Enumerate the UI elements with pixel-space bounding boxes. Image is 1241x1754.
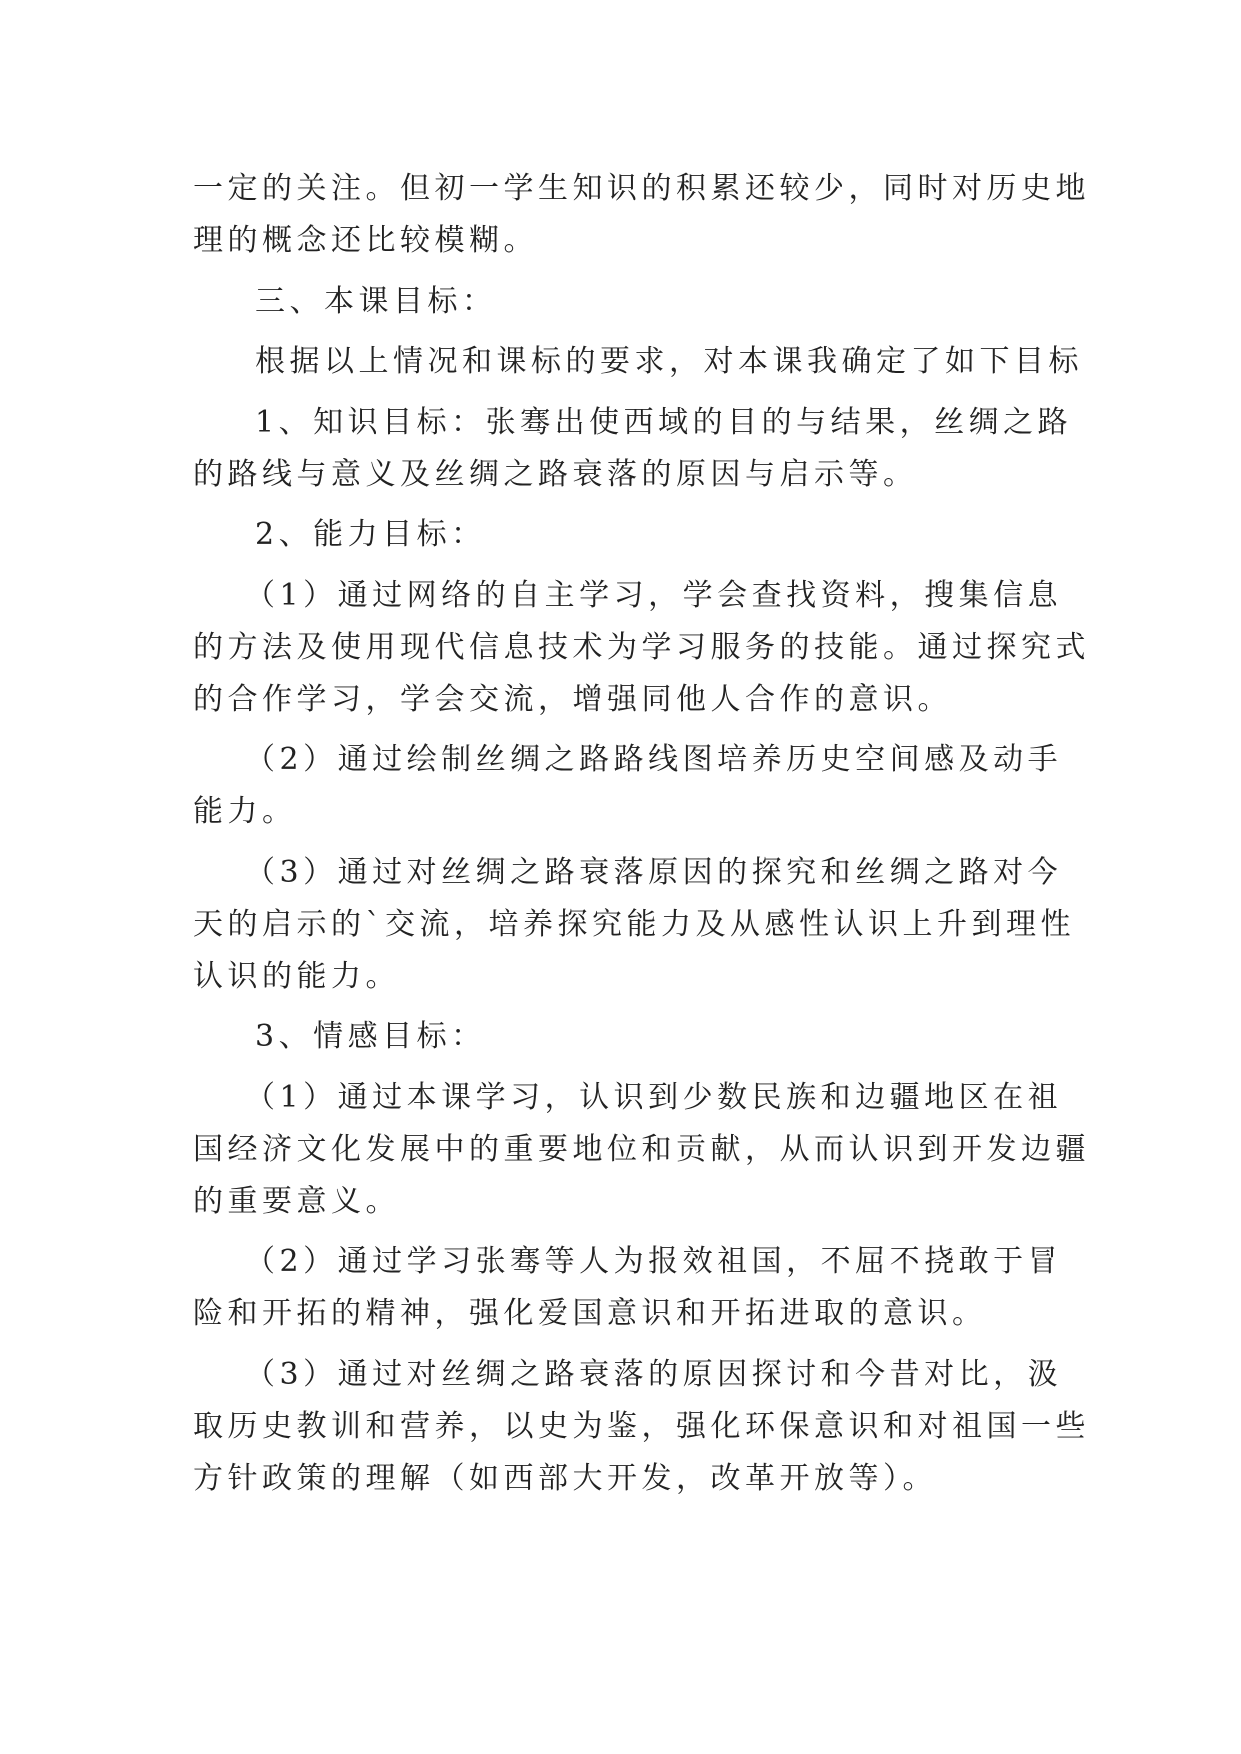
paragraph-emotion-goal-1 <box>193 1072 1090 1228</box>
paragraph-goal-intro <box>193 336 1083 388</box>
text-line: 一定的关注。但初一学生知识的积累还较少，同时对历史地 <box>193 171 1090 206</box>
paragraph-intro-continuation <box>193 163 1090 267</box>
text-line: （1）通过本课学习，认识到少数民族和边疆地区在祖 <box>245 1079 1063 1115</box>
text-line: 的方法及使用现代信息技术为学习服务的技能。通过探究式 <box>193 629 1090 665</box>
text-line: 方针政策的理解（如西部大开发，改革开放等）。 <box>193 1460 937 1496</box>
text-line: （3）通过对丝绸之路衰落原因的探究和丝绸之路对今 <box>245 854 1063 890</box>
text-line: 3、情感目标： <box>255 1019 486 1054</box>
subheading-ability-goal <box>193 509 1053 561</box>
text-line: 理的概念还比较模糊。 <box>193 223 538 258</box>
paragraph-ability-goal-2 <box>193 734 1063 838</box>
paragraph-emotion-goal-2 <box>193 1236 1063 1340</box>
text-line: 天的启示的`交流，培养探究能力及从感性认识上升到理性 <box>193 906 1075 942</box>
text-line: 取历史教训和营养，以史为鉴，强化环保意识和对祖国一些 <box>193 1408 1090 1444</box>
document-body <box>193 163 1090 1513</box>
text-line: 的路线与意义及丝绸之路衰落的原因与启示等。 <box>193 456 918 492</box>
paragraph-knowledge-goal <box>193 397 1073 501</box>
text-line: （2）通过绘制丝绸之路路线图培养历史空间感及动手 <box>245 742 1063 777</box>
text-line: 能力。 <box>193 794 297 829</box>
text-line: （2）通过学习张骞等人为报效祖国，不屈不挠敢于冒 <box>245 1244 1063 1279</box>
text-line: 的合作学习，学会交流，增强同他人合作的意识。 <box>193 681 952 717</box>
section-heading-lesson-goals <box>193 276 1053 328</box>
subheading-emotion-goal <box>193 1011 1053 1063</box>
paragraph-ability-goal-1 <box>193 570 1090 726</box>
paragraph-emotion-goal-3 <box>193 1349 1090 1505</box>
text-line: 国经济文化发展中的重要地位和贡献，从而认识到开发边疆 <box>193 1131 1090 1167</box>
text-line: （3）通过对丝绸之路衰落的原因探讨和今昔对比，汲 <box>245 1356 1063 1392</box>
text-line: 的重要意义。 <box>193 1183 400 1219</box>
text-line: 认识的能力。 <box>193 958 400 994</box>
text-line: （1）通过网络的自主学习，学会查找资料，搜集信息 <box>245 577 1063 613</box>
text-line: 险和开拓的精神，强化爱国意识和开拓进取的意识。 <box>193 1296 987 1331</box>
text-line: 根据以上情况和课标的要求，对本课我确定了如下目标 <box>255 344 1083 379</box>
text-line: 2、能力目标： <box>255 517 486 552</box>
paragraph-ability-goal-3 <box>193 847 1075 1003</box>
text-line: 三、本课目标： <box>255 283 497 319</box>
text-line: 1、知识目标：张骞出使西域的目的与结果，丝绸之路 <box>255 404 1073 440</box>
